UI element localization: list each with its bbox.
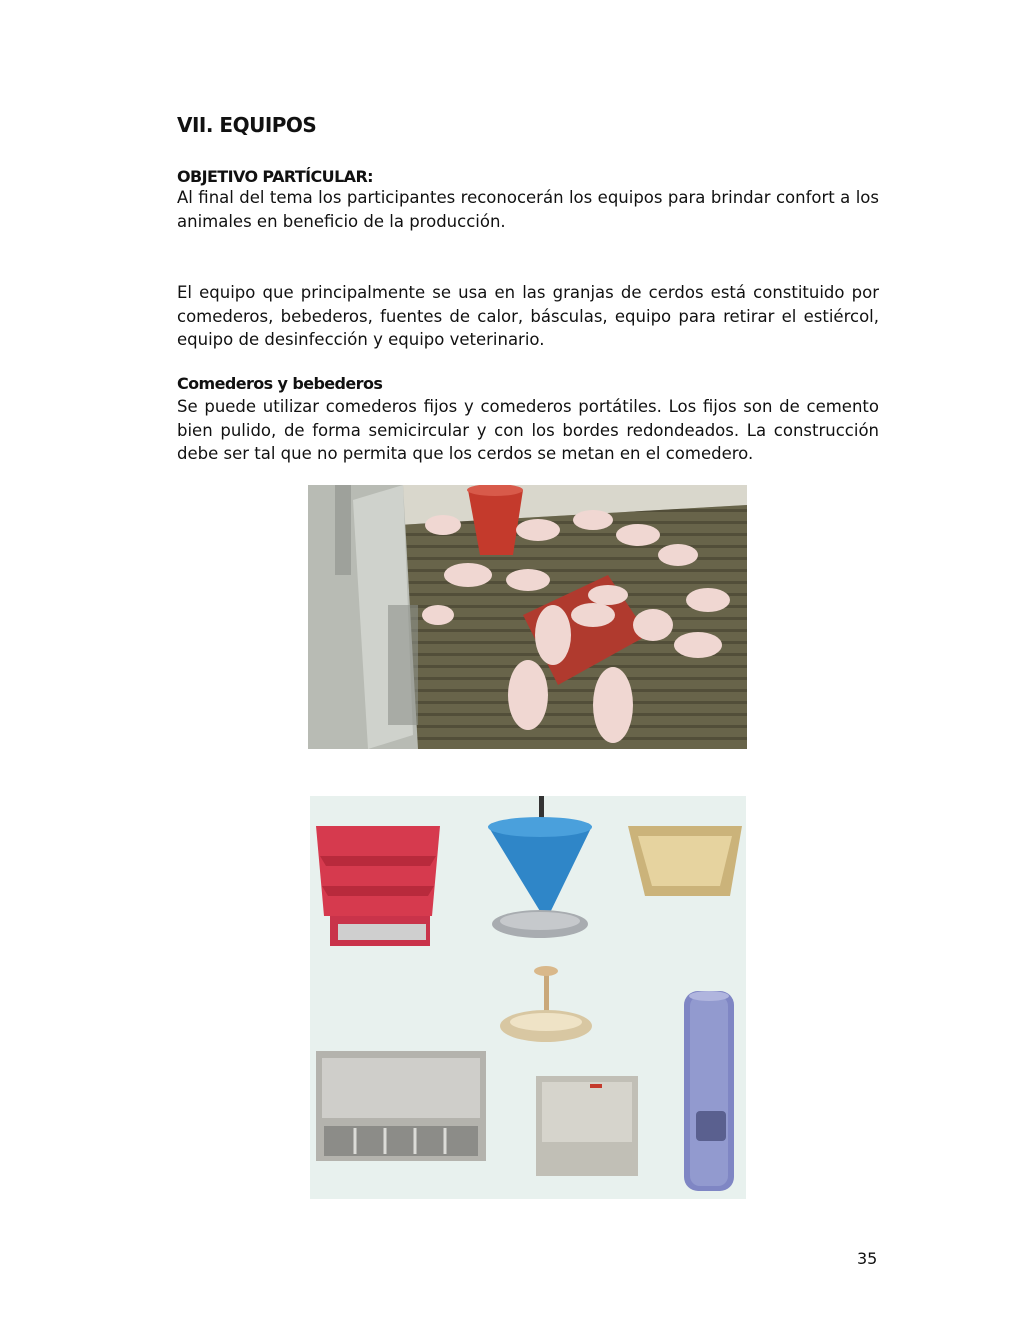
intro-paragraph: El equipo que principalmente se usa en las granjas de cerdos está constituido por comederos, bebederos, fuentes de calor, básculas, equipo para retirar el estiércol, equipo de desinfección y equipo veterinario. xyxy=(177,283,879,349)
objective-text: Al final del tema los participantes reconocerán los equipos para brindar confort a los animales en beneficio de la producción. xyxy=(177,188,879,231)
piglets-pen-photo xyxy=(308,485,747,749)
section-heading: Comederos y bebederos xyxy=(177,374,383,393)
objective-heading: OBJETIVO PARTÍCULAR: xyxy=(177,167,373,186)
feeders-collage-photo xyxy=(310,796,746,1199)
page-number: 35 xyxy=(857,1249,878,1268)
section-paragraph: Se puede utilizar comederos fijos y comederos portátiles. Los fijos son de cemento bien pulido, de forma semicircular y con los bordes redondeados. La construcción debe ser tal que no permita que los cerdos se metan en el comedero. xyxy=(177,397,879,463)
chapter-title: VII. EQUIPOS xyxy=(177,113,317,137)
